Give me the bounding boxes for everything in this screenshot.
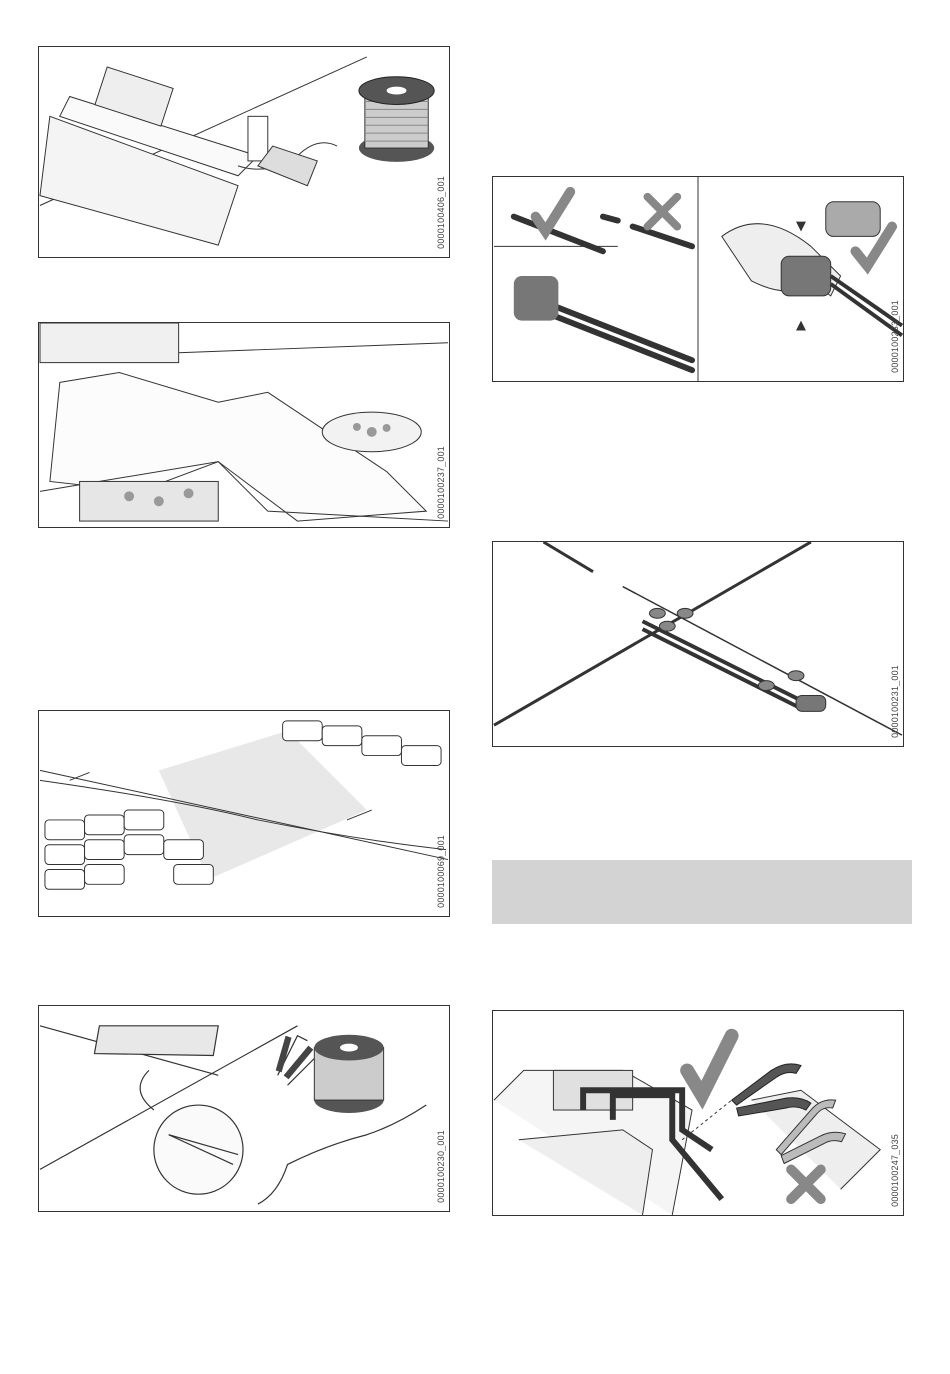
figure-code: 0000100069_001: [436, 835, 446, 908]
cross-icon: [791, 1169, 821, 1199]
illustration-wall-edge: [39, 711, 449, 916]
illustration-guide-wire-connection: [39, 1006, 449, 1211]
figure-wall-edge: [38, 710, 450, 917]
figure-code: 0000100231_001: [890, 665, 900, 738]
figure-wire-cutting: [492, 1010, 904, 1216]
figure-code: 0000100237_001: [436, 446, 446, 519]
illustration-docking-station: [39, 47, 449, 257]
illustration-wire-connector: [493, 177, 903, 381]
figure-code: 0000100233_001: [890, 300, 900, 373]
figure-code: 0000100230_001: [436, 1130, 446, 1203]
figure-wire-crossing: [492, 541, 904, 747]
wire-spool-icon: [359, 77, 434, 162]
figure-code: 0000100247_035: [890, 1134, 900, 1207]
figure-docking-station: [38, 46, 450, 258]
figure-lawn-layout: [38, 322, 450, 528]
cross-icon: [647, 197, 677, 227]
figure-guide-wire-connection: [38, 1005, 450, 1212]
illustration-wire-crossing: [493, 542, 903, 746]
checkmark-icon: [687, 1036, 732, 1095]
illustration-wire-cutting: [493, 1011, 903, 1215]
figure-code: 0000100406_001: [436, 176, 446, 249]
note-box: [492, 860, 912, 924]
wire-spool-icon: [314, 1035, 383, 1113]
figure-wire-connector: [492, 176, 904, 382]
illustration-lawn-layout: [39, 323, 449, 527]
